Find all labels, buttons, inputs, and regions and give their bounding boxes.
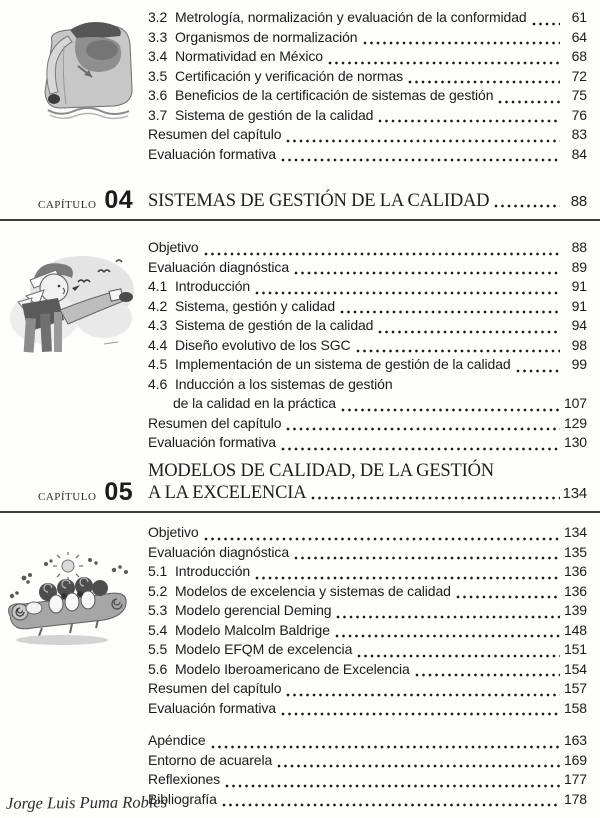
toc-entry-wrapped-line2	[148, 395, 587, 415]
dot-leader	[494, 204, 560, 208]
toc-entry	[148, 732, 587, 752]
toc-entry	[148, 641, 587, 661]
toc-section-chapter3-tail	[148, 9, 587, 165]
toc-entry-page: 61	[571, 9, 587, 25]
toc-entry-number: 5.5	[148, 641, 168, 657]
toc-entry-number: 4.4	[148, 336, 168, 353]
toc-entry-label: Modelo Iberoamericano de Excelencia	[175, 660, 410, 677]
toc-entry-number: 3.3	[148, 28, 168, 45]
toc-entry	[148, 29, 587, 49]
dot-leader	[408, 80, 560, 84]
toc-entry-label: Sistema de gestión de la calidad	[175, 317, 374, 333]
toc-entry-number: 3.5	[148, 67, 168, 84]
toc-entry-number: 4.3	[148, 317, 168, 333]
toc-entry	[148, 278, 587, 298]
toc-entry-page: 151	[563, 641, 587, 657]
toc-entry-label: Introducción	[175, 278, 251, 294]
author-signature: Jorge Luis Puma Robles	[5, 792, 168, 813]
toc-entry-label: Metrología, normalización y evaluación de la conformidad	[175, 9, 527, 25]
toc-entry	[148, 544, 587, 564]
dot-leader	[204, 537, 560, 541]
toc-entry	[148, 771, 587, 791]
toc-entry-number: 4.6	[148, 375, 168, 392]
chapter-04-title	[148, 191, 587, 213]
toc-entry-page: 135	[563, 543, 587, 560]
toc-entry-label: Introducción	[175, 563, 251, 579]
toc-entry	[148, 356, 587, 376]
dot-leader	[294, 271, 560, 275]
toc-entry-page: 130	[563, 434, 587, 450]
toc-entry	[148, 107, 587, 127]
toc-entry-label: Objetivo	[148, 524, 199, 540]
dot-leader	[222, 803, 560, 807]
toc-entry	[148, 583, 587, 603]
toc-entry-page: 158	[563, 699, 587, 716]
chapter-05-label	[38, 478, 148, 506]
toc-entry-label: Evaluación formativa	[148, 699, 276, 716]
dot-leader	[378, 330, 560, 334]
toc-entry-label: Modelo EFQM de excelencia	[175, 641, 353, 657]
toc-entry-label: Resumen del capítulo	[148, 414, 282, 431]
dot-leader	[277, 764, 560, 768]
toc-entry-page: 98	[571, 336, 587, 353]
chapter-04-label	[38, 186, 148, 214]
dot-leader	[356, 349, 561, 353]
toc-entry	[148, 9, 587, 29]
toc-entry-label: Reflexiones	[148, 771, 221, 787]
toc-entry-page: 94	[571, 317, 587, 333]
toc-entry-label: Inducción a los sistemas de gestión	[175, 375, 393, 392]
toc-entry-page: 169	[563, 751, 587, 768]
toc-entry-label: Beneficios de la certificación de sistemas de gestión	[175, 87, 494, 103]
toc-entry	[148, 602, 587, 622]
dot-leader	[341, 408, 560, 412]
toc-entry-label: Apéndice	[148, 732, 206, 748]
dot-leader	[532, 22, 560, 26]
dot-leader	[281, 158, 560, 162]
toc-entry-page: 72	[571, 67, 587, 84]
toc-entry-number: 5.4	[148, 621, 168, 638]
toc-section-chapter5	[148, 524, 587, 719]
toc-entry-label: de la calidad en la práctica	[173, 395, 336, 411]
dot-leader	[456, 595, 560, 599]
toc-entry-number: 5.2	[148, 582, 168, 599]
toc-entry-page: 177	[563, 771, 587, 787]
toc-entry-label: Bibliografía	[148, 790, 217, 807]
toc-entry-number: 4.2	[148, 297, 168, 314]
boat-with-flowers-and-sun-illustration-icon	[2, 552, 136, 652]
chapter-05-header	[0, 461, 600, 513]
chapter-title-line1: MODELOS DE CALIDAD, DE LA GESTIÓN	[148, 461, 494, 481]
toc-entry-number: 3.4	[148, 48, 168, 64]
toc-entry-label: Evaluación diagnóstica	[148, 258, 290, 275]
dot-leader	[357, 654, 560, 658]
toc-entry-label: Normatividad en México	[175, 48, 323, 64]
toc-entry-label: Resumen del capítulo	[148, 680, 282, 696]
toc-entry	[148, 146, 587, 166]
dot-leader	[335, 634, 560, 638]
toc-entry-page: 129	[563, 414, 587, 431]
toc-entry	[148, 48, 587, 68]
dot-leader	[211, 745, 560, 749]
chapter-title-line2: A LA EXCELENCIA	[148, 482, 307, 503]
toc-entry-number: 3.7	[148, 106, 168, 123]
dot-leader	[311, 496, 559, 500]
toc-entry-page: 136	[563, 582, 587, 599]
toc-entry-label: Modelo Malcolm Baldrige	[175, 621, 330, 638]
toc-entry-number: 5.6	[148, 660, 168, 677]
chapter-number: 04	[104, 186, 134, 214]
dot-leader	[336, 615, 560, 619]
toc-entry	[148, 752, 587, 772]
toc-entry-label: Modelo gerencial Deming	[175, 602, 332, 618]
toc-entry-label: Certificación y verificación de normas	[175, 67, 404, 84]
toc-entry	[148, 259, 587, 279]
toc-entry-number: 4.5	[148, 356, 168, 372]
chapter-number: 05	[104, 478, 134, 506]
dot-leader	[286, 427, 560, 431]
toc-entry-label: Objetivo	[148, 239, 199, 255]
dot-leader	[294, 556, 560, 560]
dot-leader	[286, 139, 560, 143]
toc-entry	[148, 87, 587, 107]
dot-leader	[516, 369, 560, 373]
toc-entry-wrapped-line1	[148, 376, 587, 396]
toc-entry	[148, 126, 587, 146]
toc-entry	[148, 622, 587, 642]
toc-entry-page: 178	[563, 790, 587, 807]
toc-entry-page: 154	[563, 660, 587, 677]
toc-entry	[148, 239, 587, 259]
dot-leader	[498, 100, 560, 104]
toc-entry-label: Implementación de un sistema de gestión de la calidad	[175, 356, 511, 372]
dot-leader	[255, 576, 560, 580]
toc-entry-page: 91	[571, 278, 587, 294]
dot-leader	[328, 61, 560, 65]
chapter-word: CAPÍTULO	[38, 491, 97, 503]
toc-entry-page: 107	[563, 395, 587, 411]
toc-entry	[148, 661, 587, 681]
toc-entry	[148, 337, 587, 357]
toc-entry-page: 134	[563, 524, 587, 540]
dot-leader	[378, 119, 560, 123]
chapter-word: CAPÍTULO	[38, 199, 97, 211]
toc-entry-label: Diseño evolutivo de los SGC	[175, 336, 351, 353]
toc-entry-label: Organismos de normalización	[175, 28, 358, 45]
dot-leader	[286, 693, 560, 697]
toc-entry-page: 75	[571, 87, 587, 103]
toc-entry-number: 5.1	[148, 563, 168, 579]
dot-leader	[415, 673, 560, 677]
toc-entry-page: 163	[563, 732, 587, 748]
toc-entry-page: 157	[563, 680, 587, 696]
toc-entry-page: 89	[571, 258, 587, 275]
toc-entry-number: 3.2	[148, 9, 168, 25]
toc-entry-page: 64	[571, 28, 587, 45]
toc-entry-page: 76	[571, 106, 587, 123]
chapter-page: 88	[570, 192, 587, 210]
figure-reaching-with-birds-illustration-icon	[4, 248, 136, 356]
chapter-title-text: SISTEMAS DE GESTIÓN DE LA CALIDAD	[148, 190, 490, 211]
dot-leader	[281, 712, 560, 716]
toc-entry-label: Entorno de acuarela	[148, 751, 273, 768]
dot-leader	[363, 41, 561, 45]
toc-entry	[148, 700, 587, 720]
toc-entry-page: 148	[563, 621, 587, 638]
toc-entry-label: Modelos de excelencia y sistemas de calidad	[175, 582, 451, 599]
dot-leader	[281, 447, 560, 451]
toc-entry-label: Evaluación formativa	[148, 434, 276, 450]
toc-entry-page: 139	[563, 602, 587, 618]
dot-leader	[255, 291, 560, 295]
dot-leader	[225, 784, 560, 788]
toc-entry	[148, 68, 587, 88]
chapter-page: 134	[562, 484, 587, 502]
toc-section-back-matter	[148, 732, 587, 810]
toc-entry-label: Sistema de gestión de la calidad	[175, 106, 374, 123]
toc-entry-page: 83	[571, 126, 587, 142]
toc-entry	[148, 434, 587, 454]
toc-entry-label: Sistema, gestión y calidad	[175, 297, 336, 314]
toc-entry-number: 4.1	[148, 278, 168, 294]
toc-entry	[148, 524, 587, 544]
dot-leader	[204, 252, 560, 256]
toc-entry	[148, 680, 587, 700]
dot-leader	[340, 310, 560, 314]
toc-entry-page: 136	[563, 563, 587, 579]
chapter-05-title	[148, 461, 587, 504]
toc-entry-number: 3.6	[148, 87, 168, 103]
toc-entry-page: 84	[571, 145, 587, 162]
toc-entry-page: 88	[571, 239, 587, 255]
toc-entry-label: Evaluación formativa	[148, 145, 276, 162]
toc-entry-label: Resumen del capítulo	[148, 126, 282, 142]
figure-bent-over-sack-illustration-icon	[18, 16, 136, 122]
toc-entry	[148, 791, 587, 811]
toc-entry	[148, 415, 587, 435]
toc-entry	[148, 563, 587, 583]
toc-entry-number: 5.3	[148, 602, 168, 618]
toc-section-chapter4	[148, 239, 587, 454]
toc-entry	[148, 317, 587, 337]
toc-entry	[148, 298, 587, 318]
toc-entry-label: Evaluación diagnóstica	[148, 543, 290, 560]
toc-entry-page: 68	[571, 48, 587, 64]
toc-entry-page: 91	[571, 297, 587, 314]
toc-entry-page: 99	[571, 356, 587, 372]
chapter-04-header	[0, 186, 600, 221]
